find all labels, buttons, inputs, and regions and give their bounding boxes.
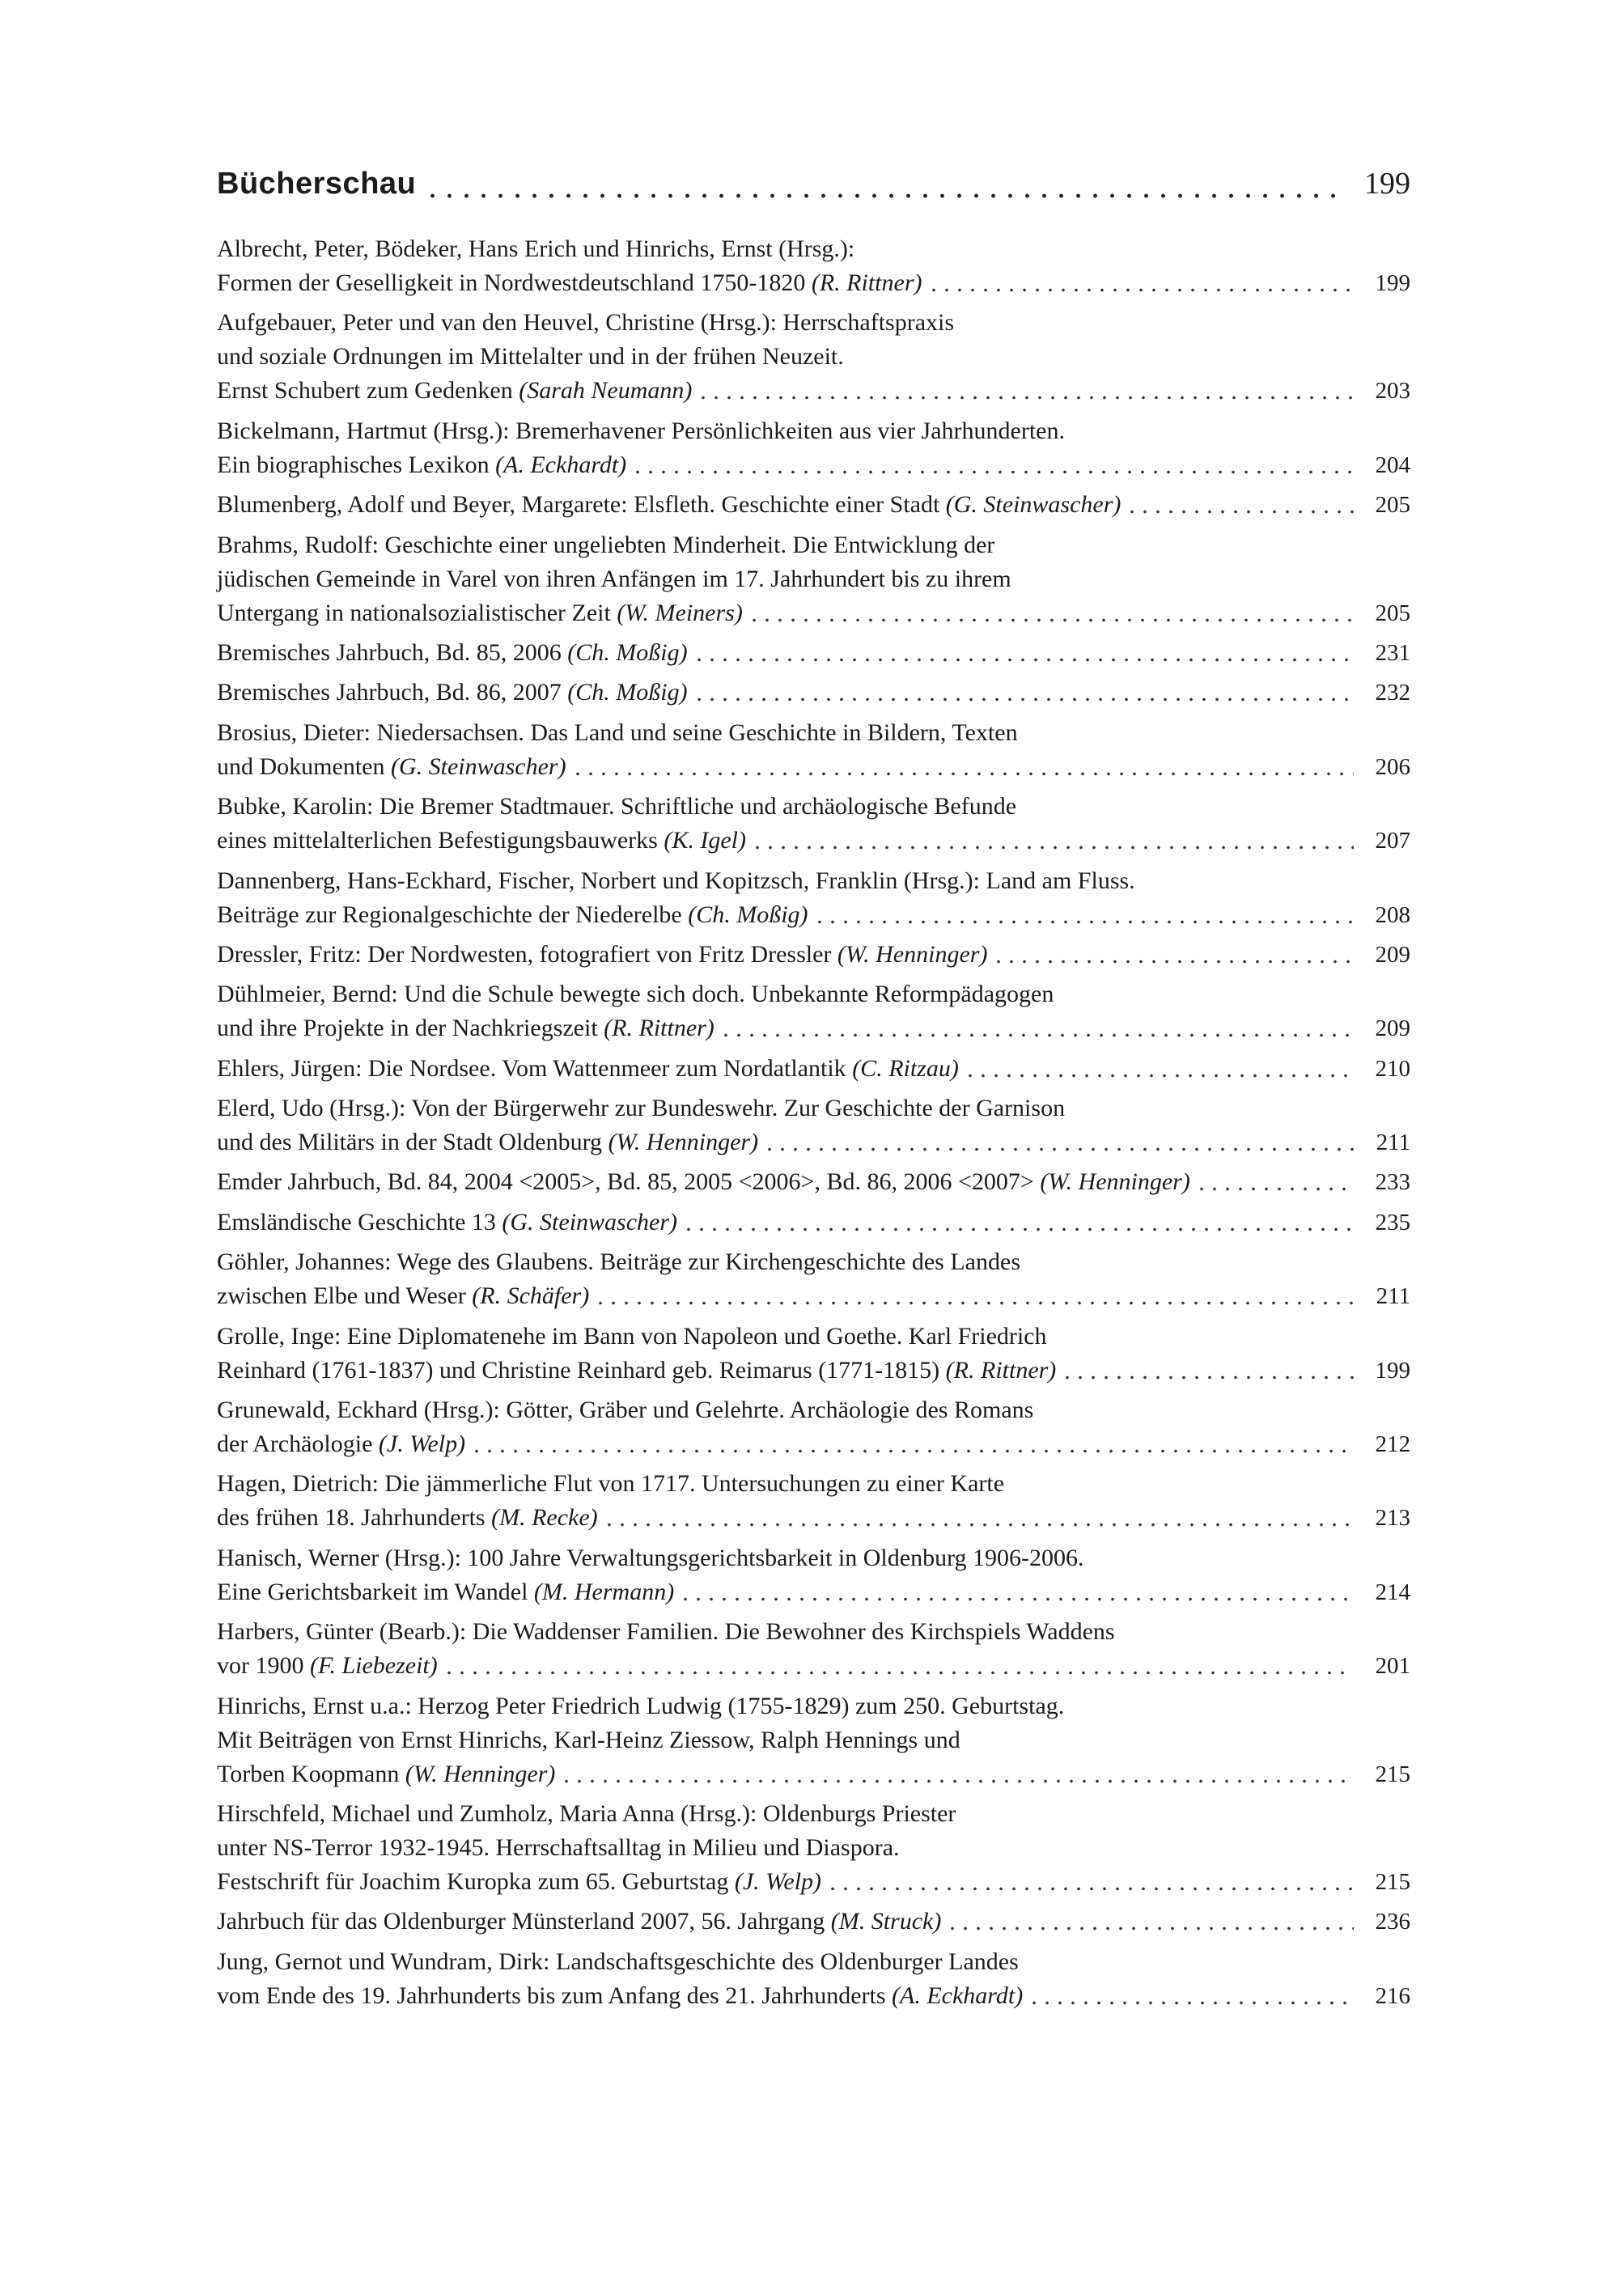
reviewer-name: (M. Struck) [830, 1908, 942, 1935]
page-number: 209 [1375, 1015, 1410, 1042]
entry-title-end [217, 676, 693, 710]
toc-entry [217, 1052, 1410, 1086]
reviewer-name: (K. Igel) [664, 827, 746, 854]
reviewer-name: (Ch. Moßig) [688, 901, 808, 928]
entry-text-line: Dühlmeier, Bernd: Und die Schule bewegte sich doch. Unbekannte Reformpädagogen [217, 981, 1054, 1008]
toc-entry [217, 1689, 1410, 1791]
page-number: 203 [1375, 378, 1410, 405]
section-title: Bücherschau [217, 167, 417, 201]
page-number: 211 [1376, 1283, 1410, 1310]
reviewer-name: (G. Steinwascher) [945, 491, 1122, 519]
reviewer-name: (W. Henninger) [1040, 1168, 1190, 1196]
entry-title-end [217, 636, 693, 670]
entry-text: und des Militärs in der Stadt Oldenburg [217, 1129, 603, 1156]
entry-title-end [217, 1011, 719, 1045]
leader-dots [751, 846, 1354, 850]
page-number: 210 [1375, 1055, 1410, 1082]
entry-text-line: Grolle, Inge: Eine Diplomatenehe im Bann von Napoleon und Goethe. Karl Friedrich [217, 1322, 1047, 1350]
entry-title-end [217, 1575, 679, 1609]
reviewer-name: (W. Henninger) [837, 940, 988, 968]
leader-dots [679, 1597, 1354, 1601]
leader-dots [927, 288, 1355, 292]
toc-entry [217, 1467, 1410, 1535]
entry-final-line [217, 1501, 1410, 1535]
entry-final-line [217, 448, 1410, 482]
entry-title-end [217, 1979, 1028, 2013]
entry-text: vor 1900 [217, 1652, 304, 1680]
page-number: 214 [1375, 1579, 1410, 1605]
entry-title-end [217, 374, 697, 408]
entry-title-end [217, 448, 631, 482]
toc-entry [217, 1165, 1410, 1199]
entry-text: Torben Koopmann [217, 1760, 400, 1787]
entry-text: Ein biographisches Lexikon [217, 451, 490, 478]
toc-entry [217, 1615, 1410, 1683]
entry-final-line [217, 1125, 1410, 1159]
entry-text-line: Albrecht, Peter, Bödeker, Hans Erich und Hinrichs, Ernst (Hrsg.): [217, 235, 855, 262]
page-number: 199 [1375, 1357, 1410, 1384]
leader-dots [693, 658, 1354, 662]
page-number: 199 [1375, 270, 1410, 296]
leader-dots [964, 1074, 1354, 1078]
leader-dots [594, 1301, 1354, 1305]
toc-entry [217, 1393, 1410, 1461]
reviewer-name: (W. Henninger) [608, 1129, 759, 1156]
entry-final-line [217, 1052, 1410, 1086]
leader-dots [813, 920, 1354, 924]
page-number: 206 [1375, 753, 1410, 780]
entry-text: Bremisches Jahrbuch, Bd. 86, 2007 [217, 679, 562, 706]
table-of-contents [217, 166, 1410, 2019]
entry-final-line [217, 1575, 1410, 1609]
entry-text: Beiträge zur Regionalgeschichte der Niederelbe [217, 901, 682, 928]
entry-final-line [217, 1165, 1410, 1199]
entry-title-end [217, 824, 751, 858]
leader-dots [992, 960, 1354, 964]
toc-entry [217, 1206, 1410, 1240]
page-number: 232 [1375, 680, 1410, 706]
entry-text-line: Aufgebauer, Peter und van den Heuvel, Christine (Hrsg.): Herrschaftspraxis [217, 309, 955, 337]
page-number: 207 [1375, 828, 1410, 854]
page-number: 235 [1375, 1209, 1410, 1236]
leader-dots [748, 618, 1354, 622]
entry-final-line [217, 374, 1410, 408]
toc-entry [217, 1091, 1410, 1159]
leader-dots [1195, 1187, 1354, 1191]
entry-title-end [217, 1125, 763, 1159]
entry-final-line [217, 1206, 1410, 1240]
leader-dots [826, 1887, 1354, 1891]
leader-dots [697, 396, 1354, 400]
leader-dots [1028, 2001, 1354, 2005]
page-number: 236 [1375, 1909, 1410, 1935]
entry-final-line [217, 266, 1410, 300]
entry-text-line: Hinrichs, Ernst u.a.: Herzog Peter Friedrich Ludwig (1755-1829) zum 250. Geburtstag. [217, 1692, 1065, 1719]
entry-text-line: Elerd, Udo (Hrsg.): Von der Bürgerwehr zur Bundeswehr. Zur Geschichte der Garnison [217, 1095, 1066, 1122]
entry-title-end [217, 1905, 946, 1939]
toc-entry [217, 488, 1410, 522]
page-number: 213 [1375, 1505, 1410, 1532]
reviewer-name: (R. Rittner) [811, 269, 922, 296]
page-number: 215 [1375, 1761, 1410, 1787]
entry-text-line: Grunewald, Eckhard (Hrsg.): Götter, Gräber und Gelehrte. Archäologie des Romans [217, 1397, 1034, 1424]
reviewer-name: (A. Eckhardt) [892, 1981, 1024, 2009]
reviewer-name: (R. Rittner) [945, 1356, 1057, 1384]
entry-text-line: unter NS-Terror 1932-1945. Herrschaftsalltag in Milieu und Diaspora. [217, 1833, 900, 1861]
toc-entry [217, 1945, 1410, 2013]
entry-title-end [217, 1865, 826, 1899]
entry-text-line: und soziale Ordnungen im Mittelalter und in der frühen Neuzeit. [217, 343, 844, 371]
entry-final-line [217, 1979, 1410, 2013]
entry-title-end [217, 1501, 603, 1535]
entry-text: Dressler, Fritz: Der Nordwesten, fotografiert von Fritz Dressler [217, 940, 832, 968]
reviewer-name: (J. Welp) [734, 1867, 822, 1895]
entry-text-line: Mit Beiträgen von Ernst Hinrichs, Karl-Heinz Ziessow, Ralph Hennings und [217, 1726, 960, 1753]
entry-final-line [217, 488, 1410, 522]
entry-final-line [217, 898, 1410, 932]
entry-title-end [217, 1649, 443, 1683]
page-number: 205 [1375, 492, 1410, 519]
leader-dots [1061, 1375, 1354, 1380]
entry-title-end [217, 596, 748, 630]
section-heading [217, 166, 1410, 206]
entry-title-end [217, 750, 571, 784]
entry-text: Formen der Geselligkeit in Nordwestdeutschland 1750-1820 [217, 269, 806, 296]
toc-entry [217, 864, 1410, 932]
entry-text: Festschrift für Joachim Kuropka zum 65. Geburtstag [217, 1867, 729, 1895]
reviewer-name: (W. Henninger) [405, 1760, 556, 1787]
entry-title-end [217, 1165, 1195, 1199]
entry-title-end [217, 1206, 682, 1240]
toc-entry [217, 528, 1410, 630]
leader-dots [763, 1147, 1354, 1151]
leader-dots [560, 1779, 1354, 1783]
entry-final-line [217, 750, 1410, 784]
entry-text: Reinhard (1761-1837) und Christine Reinhard geb. Reimarus (1771-1815) [217, 1356, 940, 1384]
reviewer-name: (G. Steinwascher) [390, 752, 566, 780]
entry-title-end [217, 1354, 1061, 1388]
entry-title-end [217, 938, 992, 972]
entry-text: eines mittelalterlichen Befestigungsbauwerks [217, 827, 658, 854]
page-number: 215 [1375, 1868, 1410, 1895]
entry-text-line: Brahms, Rudolf: Geschichte einer ungeliebten Minderheit. Die Entwicklung der [217, 531, 995, 558]
entry-final-line [217, 1354, 1410, 1388]
reviewer-name: (R. Rittner) [604, 1015, 714, 1042]
reviewer-name: (G. Steinwascher) [502, 1208, 678, 1236]
leader-dots [470, 1449, 1354, 1453]
entry-final-line [217, 1011, 1410, 1045]
entry-text: Ernst Schubert zum Gedenken [217, 377, 513, 405]
page-number: 212 [1375, 1431, 1410, 1458]
page-number: 211 [1376, 1130, 1410, 1156]
entry-text-line: Brosius, Dieter: Niedersachsen. Das Land und seine Geschichte in Bildern, Texten [217, 718, 1018, 746]
page-number: 205 [1375, 600, 1410, 626]
toc-entry [217, 938, 1410, 972]
entry-list [217, 232, 1410, 2013]
page-number: 233 [1375, 1169, 1410, 1196]
toc-entry [217, 1245, 1410, 1313]
entry-text-line: Hirschfeld, Michael und Zumholz, Maria Anna (Hrsg.): Oldenburgs Priester [217, 1799, 956, 1827]
toc-entry [217, 716, 1410, 784]
reviewer-name: (Ch. Moßig) [567, 638, 688, 666]
entry-text: Eine Gerichtsbarkeit im Wandel [217, 1578, 528, 1605]
entry-text-line: Jung, Gernot und Wundram, Dirk: Landschaftsgeschichte des Oldenburger Landes [217, 1948, 1019, 1975]
reviewer-name: (C. Ritzau) [852, 1054, 959, 1082]
entry-text-line: Hanisch, Werner (Hrsg.): 100 Jahre Verwaltungsgerichtsbarkeit in Oldenburg 1906-2006. [217, 1544, 1084, 1571]
toc-entry [217, 977, 1410, 1045]
leader-dots [946, 1926, 1354, 1931]
toc-entry [217, 1905, 1410, 1939]
entry-title-end [217, 266, 927, 300]
leader-dots [682, 1227, 1354, 1231]
reviewer-name: (A. Eckhardt) [495, 451, 627, 478]
reviewer-name: (W. Meiners) [617, 599, 743, 626]
leader-dots [631, 470, 1354, 474]
reviewer-name: (M. Hermann) [533, 1578, 675, 1605]
toc-entry [217, 1797, 1410, 1899]
toc-entry [217, 1541, 1410, 1609]
page-number: 201 [1375, 1653, 1410, 1680]
reviewer-name: (Ch. Moßig) [567, 679, 688, 706]
entry-text: und Dokumenten [217, 752, 385, 780]
toc-entry [217, 414, 1410, 482]
entry-text: Blumenberg, Adolf und Beyer, Margarete: Elsfleth. Geschichte einer Stadt [217, 491, 940, 519]
entry-text: Jahrbuch für das Oldenburger Münsterland 2007, 56. Jahrgang [217, 1908, 825, 1935]
entry-text: des frühen 18. Jahrhunderts [217, 1504, 486, 1532]
entry-final-line [217, 596, 1410, 630]
entry-title-end [217, 488, 1126, 522]
entry-final-line [217, 824, 1410, 858]
reviewer-name: (J. Welp) [378, 1430, 466, 1458]
entry-text: Emsländische Geschichte 13 [217, 1208, 496, 1236]
entry-text: vom Ende des 19. Jahrhunderts bis zum Anfang des 21. Jahrhunderts [217, 1981, 886, 2009]
entry-text-line: jüdischen Gemeinde in Varel von ihren Anfängen im 17. Jahrhundert bis zu ihrem [217, 565, 1011, 592]
entry-final-line [217, 636, 1410, 670]
leader-dots [1126, 510, 1354, 514]
entry-text-line: Bubke, Karolin: Die Bremer Stadtmauer. Schriftliche und archäologische Befunde [217, 793, 1017, 820]
entry-text: Emder Jahrbuch, Bd. 84, 2004 <2005>, Bd. 85, 2005 <2006>, Bd. 86, 2006 <2007> [217, 1168, 1034, 1196]
toc-entry [217, 232, 1410, 300]
entry-title-end [217, 898, 813, 932]
leader-dots [571, 772, 1354, 776]
entry-final-line [217, 1865, 1410, 1899]
leader-dots [693, 697, 1354, 701]
page-number: 208 [1375, 901, 1410, 928]
toc-entry [217, 636, 1410, 670]
toc-entry [217, 1320, 1410, 1388]
entry-text-line: Bickelmann, Hartmut (Hrsg.): Bremerhavener Persönlichkeiten aus vier Jahrhunderten. [217, 417, 1065, 444]
entry-text: zwischen Elbe und Weser [217, 1282, 466, 1310]
toc-entry [217, 790, 1410, 858]
entry-text: der Archäologie [217, 1430, 373, 1458]
entry-final-line [217, 1279, 1410, 1313]
page-number: 216 [1375, 1982, 1410, 2009]
entry-text: Ehlers, Jürgen: Die Nordsee. Vom Wattenmeer zum Nordatlantik [217, 1054, 846, 1082]
entry-text: Untergang in nationalsozialistischer Zeit [217, 599, 611, 626]
toc-entry [217, 676, 1410, 710]
leader-dots [443, 1671, 1354, 1675]
reviewer-name: (Sarah Neumann) [519, 377, 693, 405]
entry-text-line: Dannenberg, Hans-Eckhard, Fischer, Norbert und Kopitzsch, Franklin (Hrsg.): Land am Fluss. [217, 867, 1135, 894]
entry-final-line [217, 676, 1410, 710]
entry-final-line [217, 1649, 1410, 1683]
entry-title-end [217, 1052, 964, 1086]
entry-title-end [217, 1757, 560, 1791]
entry-title-end [217, 1279, 594, 1313]
section-page-number: 199 [1364, 167, 1410, 201]
leader-dots [424, 193, 1347, 198]
reviewer-name: (R. Schäfer) [472, 1282, 590, 1310]
entry-text-line: Hagen, Dietrich: Die jämmerliche Flut von 1717. Untersuchungen zu einer Karte [217, 1470, 1005, 1498]
entry-text-line: Harbers, Günter (Bearb.): Die Waddenser Familien. Die Bewohner des Kirchspiels Waddens [217, 1618, 1115, 1646]
entry-final-line [217, 1427, 1410, 1461]
page-number: 231 [1375, 639, 1410, 666]
entry-text-line: Göhler, Johannes: Wege des Glaubens. Beiträge zur Kirchengeschichte des Landes [217, 1248, 1020, 1276]
leader-dots [603, 1523, 1354, 1527]
entry-final-line [217, 1757, 1410, 1791]
page-number: 209 [1375, 941, 1410, 968]
entry-title-end [217, 1427, 470, 1461]
toc-entry [217, 306, 1410, 408]
entry-text: und ihre Projekte in der Nachkriegszeit [217, 1015, 598, 1042]
reviewer-name: (F. Liebezeit) [310, 1652, 438, 1680]
page-number: 204 [1375, 451, 1410, 478]
entry-text: Bremisches Jahrbuch, Bd. 85, 2006 [217, 638, 562, 666]
entry-final-line [217, 938, 1410, 972]
leader-dots [719, 1033, 1354, 1037]
reviewer-name: (M. Recke) [491, 1504, 598, 1532]
entry-final-line [217, 1905, 1410, 1939]
